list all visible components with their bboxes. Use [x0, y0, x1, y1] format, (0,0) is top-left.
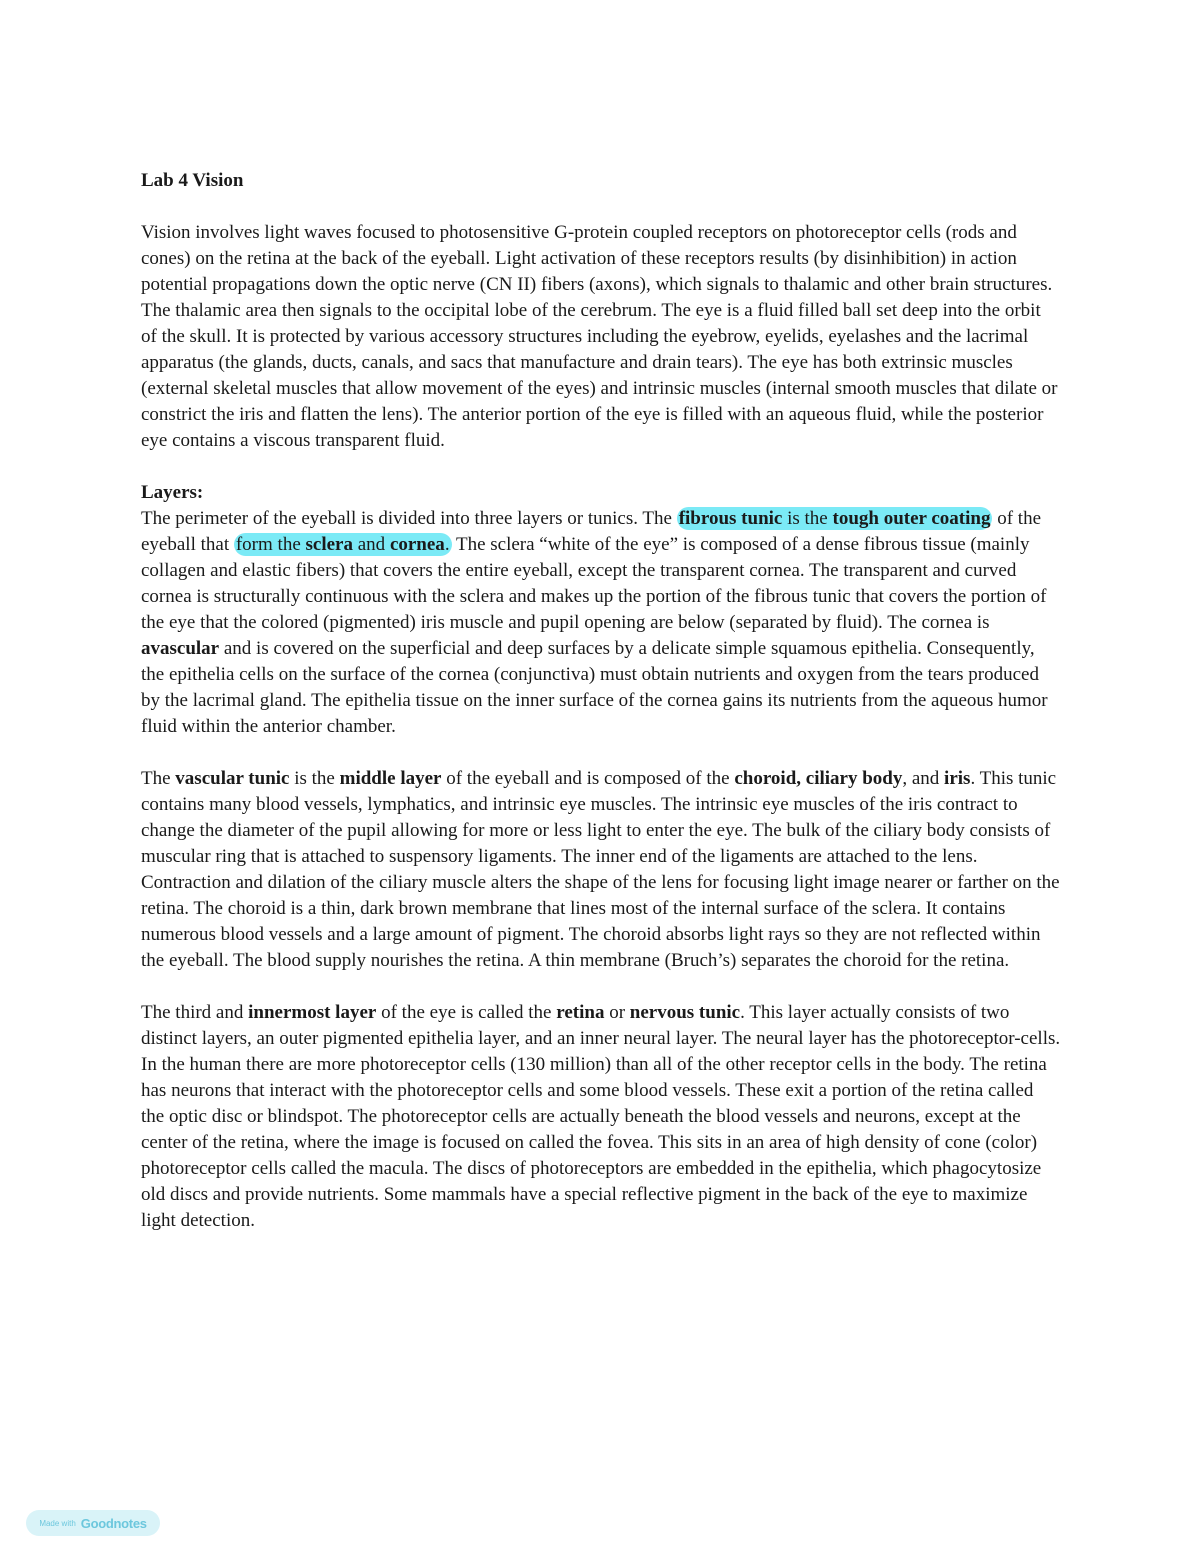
bold-term: avascular	[141, 638, 220, 659]
highlight-fibrous-tunic	[677, 507, 993, 530]
bold-term: retina	[556, 1002, 605, 1023]
bold-term: cornea	[389, 534, 445, 555]
text-run: or	[604, 1002, 630, 1023]
bold-term: iris	[944, 768, 971, 789]
text-run: . This layer actually consists of two distinct layers, an outer pigmented epithelia layer, and an inner neural layer. The neural layer has the photoreceptor-cells. In the human there are more photoreceptor cells (130 million) than all of the other receptor cells in the body. The retina has neurons that interact with the photoreceptor cells and some blood vessels. These exit a portion of the retina called the optic disc or blindspot. The photoreceptor cells are actually beneath the blood vessels and neurons, except at the center of the retina, where the image is focused on called the fovea. This sits in an area of high density of cone (color) photoreceptor cells called the macula. The discs of photoreceptors are embedded in the epithelia, which phagocytosize old discs and provide nutrients. Some mammals have a special reflective pigment in the back of the eye to maximize light detection.	[141, 1002, 1061, 1231]
text-run: of the eye is called the	[376, 1002, 557, 1023]
text-run: The third and	[141, 1002, 249, 1023]
text-run: is the	[782, 508, 833, 529]
document-title: Lab 4 Vision	[141, 170, 244, 191]
document-page	[141, 168, 1061, 1260]
text-run: The	[141, 768, 176, 789]
vascular-tunic-paragraph	[141, 766, 1061, 974]
text-run: form the	[235, 534, 306, 555]
text-run: The perimeter of the eyeball is divided into three layers or tunics. The	[141, 508, 677, 529]
bold-term: middle layer	[339, 768, 442, 789]
retina-paragraph	[141, 1000, 1061, 1234]
bold-term: fibrous tunic	[678, 508, 783, 529]
highlight-sclera-cornea	[234, 533, 452, 556]
bold-term: nervous tunic	[629, 1002, 741, 1023]
text-run: . This tunic contains many blood vessels, lymphatics, and intrinsic eye muscles. The intrinsic eye muscles of the iris contract to change the diameter of the pupil allowing for more or less light to enter the eye. The bulk of the ciliary body consists of muscular ring that is attached to suspensory ligaments. The inner end of the ligaments are attached to the lens. Contraction and dilation of the ciliary muscle alters the shape of the lens for focusing light image nearer or farther on the retina. The choroid is a thin, dark brown membrane that lines most of the internal surface of the sclera. It contains numerous blood vessels and a large amount of pigment. The choroid absorbs light rays so they are not reflected within the eyeball. The blood supply nourishes the retina. A thin membrane (Bruch’s) separates the choroid for the retina.	[141, 768, 1060, 971]
fibrous-tunic-paragraph	[141, 480, 1061, 740]
text-run: The sclera “white of the eye” is composed of a dense fibrous tissue (mainly collagen and elastic fibers) that covers the entire eyeball, except the transparent cornea. The transparent and curved cornea is structurally continuous with the sclera and makes up the portion of the fibrous tunic that covers the portion of the eye that the colored (pigmented) iris muscle and pupil opening are below (separated by fluid). The cornea is	[141, 534, 1047, 633]
watermark-prefix: Made with	[39, 1518, 76, 1528]
text-run: and is covered on the superficial and deep surfaces by a delicate simple squamous epithelia. Consequently, the epithelia cells on the surface of the cornea (conjunctiva) must obtain nutrients and oxygen from the tears produced by the lacrimal gland. The epithelia tissue on the inner surface of the cornea gains its nutrients from the aqueous humor fluid within the anterior chamber.	[141, 638, 1048, 737]
bold-term: tough outer coating	[832, 508, 991, 529]
watermark-brand: Goodnotes	[80, 1515, 147, 1531]
layers-heading: Layers:	[141, 482, 204, 503]
text-run: , and	[902, 768, 945, 789]
bold-term: choroid, ciliary body	[734, 768, 903, 789]
bold-term: innermost layer	[248, 1002, 377, 1023]
text-run: and	[353, 534, 390, 555]
text-run: is the	[289, 768, 340, 789]
bold-term: vascular tunic	[175, 768, 290, 789]
goodnotes-watermark	[26, 1510, 160, 1536]
text-run: of the eyeball and is composed of the	[441, 768, 735, 789]
text-run: of the eyeball that	[141, 508, 1042, 555]
bold-term: sclera	[305, 534, 353, 555]
text-run: .	[444, 534, 450, 555]
intro-paragraph: Vision involves light waves focused to photosensitive G-protein coupled receptors on photoreceptor cells (rods and cones) on the retina at the back of the eyeball. Light activation of these receptors results (by disinhibition) in action potential propagations down the optic nerve (CN II) fibers (axons), which signals to thalamic and other brain structures. The thalamic area then signals to the occipital lobe of the cerebrum. The eye is a fluid filled ball set deep into the orbit of the skull. It is protected by various accessory structures including the eyebrow, eyelids, eyelashes and the lacrimal apparatus (the glands, ducts, canals, and sacs that manufacture and drain tears). The eye has both extrinsic muscles (external skeletal muscles that allow movement of the eyes) and intrinsic muscles (internal smooth muscles that dilate or constrict the iris and flatten the lens). The anterior portion of the eye is filled with an aqueous fluid, while the posterior eye contains a viscous transparent fluid.	[141, 222, 1058, 451]
